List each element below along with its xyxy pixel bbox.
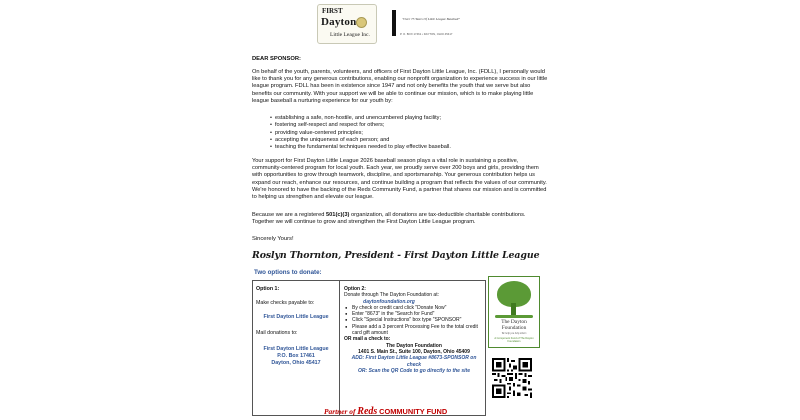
qr-code-note: OR: Scan the QR Code to go directly to the site (358, 367, 470, 374)
reds-logo-text: Reds (357, 406, 378, 417)
checks-payable-label: Make checks payable to: (256, 300, 315, 306)
option-2-heading: Option 2: (344, 286, 366, 292)
header-tagline-box (392, 10, 488, 24)
checks-payee: First Dayton Little League (263, 314, 329, 320)
mail-address-line-3: Dayton, Ohio 45417 (271, 360, 321, 366)
check-memo-note: ADD: First Dayton Little League #8673-SPONSOR on check (351, 355, 477, 368)
list-item: ● Enter "8673" in the "Search for Fund" (352, 311, 484, 317)
para3-text-start: Because we are a registered (252, 212, 326, 218)
mail-address-line-2: P.O. Box 17461 (277, 353, 315, 359)
para3-text-end: organization, all donations are tax-deductible charitable contributions. Together we will continue to grow and strengthen the First Dayton Little League program. (252, 212, 526, 226)
logo-dayton-text: Dayton (321, 16, 357, 28)
first-dayton-logo (317, 4, 377, 44)
logo-first-text: FIRST (322, 7, 343, 15)
mail-address-line-1: First Dayton Little League (263, 346, 329, 352)
tax-status-bold: 501(c)(3) (325, 212, 350, 218)
foundation-org-name: The Dayton Foundation (386, 342, 442, 349)
tree-ground-shape (495, 315, 533, 318)
mail-donations-label: Mail donations to: (256, 330, 298, 336)
list-item: • fostering self-respect and respect for others; (270, 122, 451, 129)
option-2-mail-label: OR mail a check to: (344, 336, 391, 343)
options-divider (339, 281, 340, 415)
letter-paragraph-3 (252, 212, 548, 226)
dayton-foundation-logo (488, 276, 540, 348)
dayton-foundation-link[interactable]: daytonfoundation.org (363, 298, 415, 305)
list-item: • providing value-centered principles; (270, 130, 451, 137)
list-item: • accepting the uniqueness of each person; and (270, 137, 451, 144)
letter-greeting: DEAR SPONSOR: (252, 56, 301, 62)
foundation-org-address: 1401 S. Main St., Suite 100, Dayton, Ohio 45409 (358, 348, 470, 355)
sponsor-letter-page (240, 0, 560, 420)
tagline-bracket-left (392, 10, 396, 36)
option-1-panel (256, 286, 336, 367)
letter-closing: Sincerely Yours! (252, 236, 294, 242)
option-1-heading: Option 1: (256, 286, 280, 292)
list-item: • teaching the fundamental techniques needed to play effective baseball. (270, 144, 451, 151)
foundation-logo-subtext: A Component Fund of The Dayton Foundation (494, 337, 534, 343)
option-2-steps (344, 305, 484, 336)
letter-paragraph-2: Your support for First Dayton Little League 2026 baseball season plays a vital role in sustaining a positive, community-centered program for local youth. Each year, we proudly serve over 200 boys and girls, providing them with opportunities to grow through teamwork, discipline, and sportsmanship. Your generous contribution helps us expand our reach, enhance our resources, and continue building a program that reflects the values of our community. We're honored to have the backing of the Reds Community Fund, a partner that shares our mission and is committed to helping us strengthen and elevate our league. (252, 158, 547, 201)
letter-paragraph-1: On behalf of the youth, parents, volunteers, and officers of First Dayton Little League, Inc. (FDLL), I personally would like to thank you for any generous contributions, enabling our nonprofit organization to experience success in our little league program. FDLL has been in existence since 1947 and not only benefits the youth that we serve but also benefits our community. With your support we will be able to continue our mission, which is to make playing little league baseball a nurturing experience for our youth by: (252, 69, 548, 104)
reds-partner-footer (324, 406, 447, 417)
qr-code-graphic (492, 358, 532, 398)
foundation-logo-name-line-2: Foundation (501, 324, 527, 331)
list-item: • establishing a safe, non-hostile, and unencumbered playing facility; (270, 115, 451, 122)
foundation-logo-name (491, 320, 537, 331)
donation-options-box (252, 280, 486, 416)
option-2-panel (344, 286, 484, 374)
donate-options-title: Two options to donate: (254, 269, 322, 276)
list-item: ● Please add a 3 percent Processing Fee to the total credit card gift amount (352, 324, 484, 337)
president-signature: Roslyn Thornton, President - First Dayton Little League (252, 250, 540, 261)
qr-code[interactable] (492, 358, 532, 398)
header-address: P. O. BOX 17461 • DAYTON, OHIO 45417 (400, 32, 453, 36)
partner-of-text: Partner of (324, 407, 356, 416)
baseball-icon (356, 17, 367, 28)
foundation-logo-name-line-1: The Dayton (501, 319, 527, 325)
option-2-intro: Donate through The Dayton Foundation at: (344, 292, 439, 299)
logo-little-league-text: Little League Inc. (330, 32, 370, 38)
header-tagline: "Over 75 Years Of Little League Baseball" (402, 17, 460, 21)
foundation-logo-tagline: We help you help others (501, 332, 527, 335)
list-item: ● Click "Special Instructions" box type "SPONSOR" (352, 317, 484, 323)
mission-bullet-list (270, 115, 451, 151)
community-fund-text: COMMUNITY FUND (379, 407, 448, 416)
list-item: ● By check or credit card click "Donate Now" (352, 305, 484, 311)
